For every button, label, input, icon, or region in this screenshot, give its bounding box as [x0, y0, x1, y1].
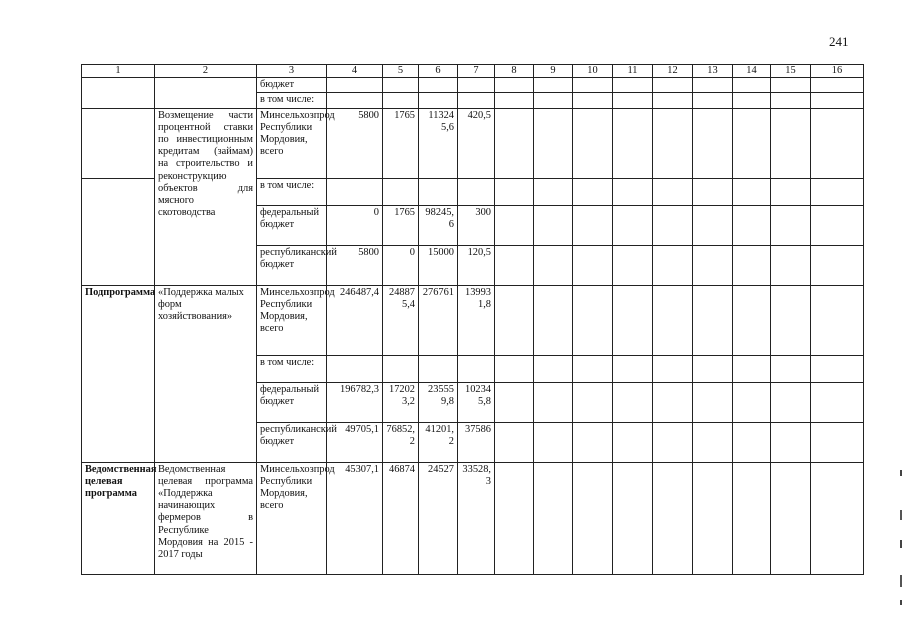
- table-cell: [613, 178, 653, 205]
- table-cell: бюджет: [257, 78, 327, 93]
- table-cell: 1765: [383, 108, 419, 178]
- table-cell: [771, 382, 811, 422]
- table-cell: 139931,8: [458, 285, 495, 355]
- table-cell: [733, 355, 771, 382]
- table-cell: 300: [458, 205, 495, 245]
- table-cell: [534, 78, 573, 93]
- table-cell: Минсельхозпрод Республики Мордовия, всего: [257, 462, 327, 574]
- table-cell: [573, 382, 613, 422]
- table-cell: 5800: [327, 108, 383, 178]
- table-cell: [613, 205, 653, 245]
- table-cell: [458, 355, 495, 382]
- table-cell: [771, 78, 811, 93]
- table-cell: [693, 93, 733, 108]
- subprogram-label: Подпрограмма: [82, 285, 155, 462]
- table-cell: [811, 422, 864, 462]
- table-cell: [495, 178, 534, 205]
- table-cell: [495, 78, 534, 93]
- table-cell: федеральный бюджет: [257, 205, 327, 245]
- table-cell: республиканский бюджет: [257, 422, 327, 462]
- table-cell: [771, 462, 811, 574]
- table-cell: [534, 108, 573, 178]
- header-cell: 13: [693, 65, 733, 78]
- table-cell: [613, 93, 653, 108]
- table-cell: [653, 245, 693, 285]
- table-cell: [693, 285, 733, 355]
- table-cell: [653, 78, 693, 93]
- table-cell: [495, 285, 534, 355]
- table-cell: [693, 178, 733, 205]
- table-cell: [811, 245, 864, 285]
- table-cell: 45307,1: [327, 462, 383, 574]
- table-cell: [693, 245, 733, 285]
- table-cell: [419, 93, 458, 108]
- table-cell: [573, 78, 613, 93]
- table-cell: [811, 108, 864, 178]
- table-cell: [733, 205, 771, 245]
- table-cell: [771, 422, 811, 462]
- page-number: 241: [829, 34, 849, 49]
- table-cell: [495, 205, 534, 245]
- table-cell: [653, 382, 693, 422]
- table-cell: [573, 355, 613, 382]
- table-cell: 113245,6: [419, 108, 458, 178]
- table-cell: [811, 78, 864, 93]
- table-cell: [573, 108, 613, 178]
- scan-edge-marks: [899, 0, 903, 640]
- table-cell: в том числе:: [257, 178, 327, 205]
- table-cell: [327, 178, 383, 205]
- table-cell: 46874: [383, 462, 419, 574]
- table-cell: [534, 93, 573, 108]
- table-cell: в том числе:: [257, 355, 327, 382]
- table-cell: [733, 285, 771, 355]
- table-cell: [534, 205, 573, 245]
- table-cell: [693, 382, 733, 422]
- table-cell: [383, 93, 419, 108]
- table-cell: 1765: [383, 205, 419, 245]
- table-cell: [811, 93, 864, 108]
- table-cell: в том числе:: [257, 93, 327, 108]
- table-cell: [771, 245, 811, 285]
- table-cell: [82, 78, 155, 108]
- table-cell: [613, 422, 653, 462]
- header-cell: 11: [613, 65, 653, 78]
- table-cell: 276761: [419, 285, 458, 355]
- header-cell: 1: [82, 65, 155, 78]
- table-cell: [653, 108, 693, 178]
- departmental-program-label: Ведомственная целевая программа: [82, 462, 155, 574]
- table-cell: [733, 422, 771, 462]
- table-cell: [771, 108, 811, 178]
- table-cell: [653, 93, 693, 108]
- header-cell: 4: [327, 65, 383, 78]
- header-cell: 7: [458, 65, 495, 78]
- table-cell: [693, 355, 733, 382]
- header-cell: 2: [155, 65, 257, 78]
- table-cell: [811, 205, 864, 245]
- table-cell: [573, 422, 613, 462]
- table-cell: [458, 178, 495, 205]
- table-cell: 196782,3: [327, 382, 383, 422]
- measure-name-cell: «Поддержка малых форм хозяйствования»: [155, 285, 257, 462]
- table-cell: [82, 178, 155, 285]
- budget-table: [81, 64, 864, 575]
- table-cell: [419, 178, 458, 205]
- table-cell: 98245,6: [419, 205, 458, 245]
- table-cell: [327, 78, 383, 93]
- table-cell: 0: [383, 245, 419, 285]
- table-cell: [534, 382, 573, 422]
- table-cell: 120,5: [458, 245, 495, 285]
- table-cell: [613, 245, 653, 285]
- table-cell: 24527: [419, 462, 458, 574]
- table-cell: [733, 93, 771, 108]
- table-cell: [653, 422, 693, 462]
- table-cell: [573, 205, 613, 245]
- table-cell: [733, 382, 771, 422]
- table-cell: [733, 178, 771, 205]
- table-cell: [811, 178, 864, 205]
- table-cell: республиканский бюджет: [257, 245, 327, 285]
- table-row: [82, 78, 864, 93]
- table-cell: [383, 178, 419, 205]
- table-cell: [327, 93, 383, 108]
- table-cell: [613, 78, 653, 93]
- table-cell: [495, 422, 534, 462]
- header-cell: 16: [811, 65, 864, 78]
- table-cell: [327, 355, 383, 382]
- table-cell: [733, 245, 771, 285]
- table-cell: [811, 285, 864, 355]
- table-cell: [811, 382, 864, 422]
- table-cell: [693, 108, 733, 178]
- header-cell: 10: [573, 65, 613, 78]
- table-cell: 49705,1: [327, 422, 383, 462]
- table-cell: [534, 462, 573, 574]
- table-cell: [613, 355, 653, 382]
- table-cell: [419, 78, 458, 93]
- table-cell: [82, 108, 155, 178]
- table-cell: [573, 285, 613, 355]
- table-cell: 246487,4: [327, 285, 383, 355]
- table-cell: [534, 178, 573, 205]
- table-row: [82, 285, 864, 355]
- table-cell: 235559,8: [419, 382, 458, 422]
- table-cell: [653, 205, 693, 245]
- header-cell: 12: [653, 65, 693, 78]
- table-cell: [733, 78, 771, 93]
- table-cell: 102345,8: [458, 382, 495, 422]
- table-cell: [811, 355, 864, 382]
- table-cell: [613, 462, 653, 574]
- table-cell: [771, 93, 811, 108]
- header-cell: 8: [495, 65, 534, 78]
- header-cell: 3: [257, 65, 327, 78]
- table-cell: [653, 355, 693, 382]
- table-cell: [653, 462, 693, 574]
- table-cell: [495, 108, 534, 178]
- table-cell: [573, 462, 613, 574]
- header-cell: 14: [733, 65, 771, 78]
- table-cell: [419, 355, 458, 382]
- table-row: [82, 462, 864, 574]
- table-cell: [613, 108, 653, 178]
- table-cell: [653, 178, 693, 205]
- measure-name-cell: Возмещение части процентной ставки по инвестиционным кредитам (займам) на строительство и реконструкцию объектов для мясного скотоводства: [155, 108, 257, 285]
- table-cell: [693, 78, 733, 93]
- table-cell: 15000: [419, 245, 458, 285]
- table-cell: [495, 93, 534, 108]
- table-cell: [771, 355, 811, 382]
- table-cell: 248875,4: [383, 285, 419, 355]
- header-cell: 6: [419, 65, 458, 78]
- table-cell: [534, 422, 573, 462]
- header-row: [82, 65, 864, 78]
- table-cell: 5800: [327, 245, 383, 285]
- table-cell: федеральный бюджет: [257, 382, 327, 422]
- header-cell: 5: [383, 65, 419, 78]
- table-row: [82, 108, 864, 178]
- table-cell: 76852,2: [383, 422, 419, 462]
- table-cell: [653, 285, 693, 355]
- table-cell: [573, 245, 613, 285]
- table-cell: [811, 462, 864, 574]
- header-cell: 15: [771, 65, 811, 78]
- table-cell: [495, 245, 534, 285]
- table-cell: [383, 355, 419, 382]
- table-cell: [771, 285, 811, 355]
- table-cell: [693, 205, 733, 245]
- table-cell: 33528,3: [458, 462, 495, 574]
- table-cell: [534, 355, 573, 382]
- table-cell: 420,5: [458, 108, 495, 178]
- table-cell: [733, 462, 771, 574]
- table-cell: [534, 285, 573, 355]
- table-cell: Минсельхозпрод Республики Мордовия, всего: [257, 285, 327, 355]
- table-cell: 172023,2: [383, 382, 419, 422]
- table-cell: [458, 78, 495, 93]
- table-cell: [613, 382, 653, 422]
- table-cell: 0: [327, 205, 383, 245]
- table-cell: [155, 78, 257, 108]
- table-cell: [693, 462, 733, 574]
- table-cell: [495, 382, 534, 422]
- measure-name-cell: Ведомственная целевая программа «Поддержка начинающих фермеров в Республике Мордовия на 2015 - 2017 годы: [155, 462, 257, 574]
- table-cell: [495, 355, 534, 382]
- table-cell: [693, 422, 733, 462]
- table-cell: Минсельхозпрод Республики Мордовия, всего: [257, 108, 327, 178]
- table-cell: 37586: [458, 422, 495, 462]
- table-cell: [613, 285, 653, 355]
- table-cell: [383, 78, 419, 93]
- header-cell: 9: [534, 65, 573, 78]
- table-cell: [771, 205, 811, 245]
- table-cell: [495, 462, 534, 574]
- table-cell: 41201,2: [419, 422, 458, 462]
- table-cell: [534, 245, 573, 285]
- table-cell: [733, 108, 771, 178]
- table-cell: [771, 178, 811, 205]
- table-cell: [573, 93, 613, 108]
- table-cell: [573, 178, 613, 205]
- table-cell: [458, 93, 495, 108]
